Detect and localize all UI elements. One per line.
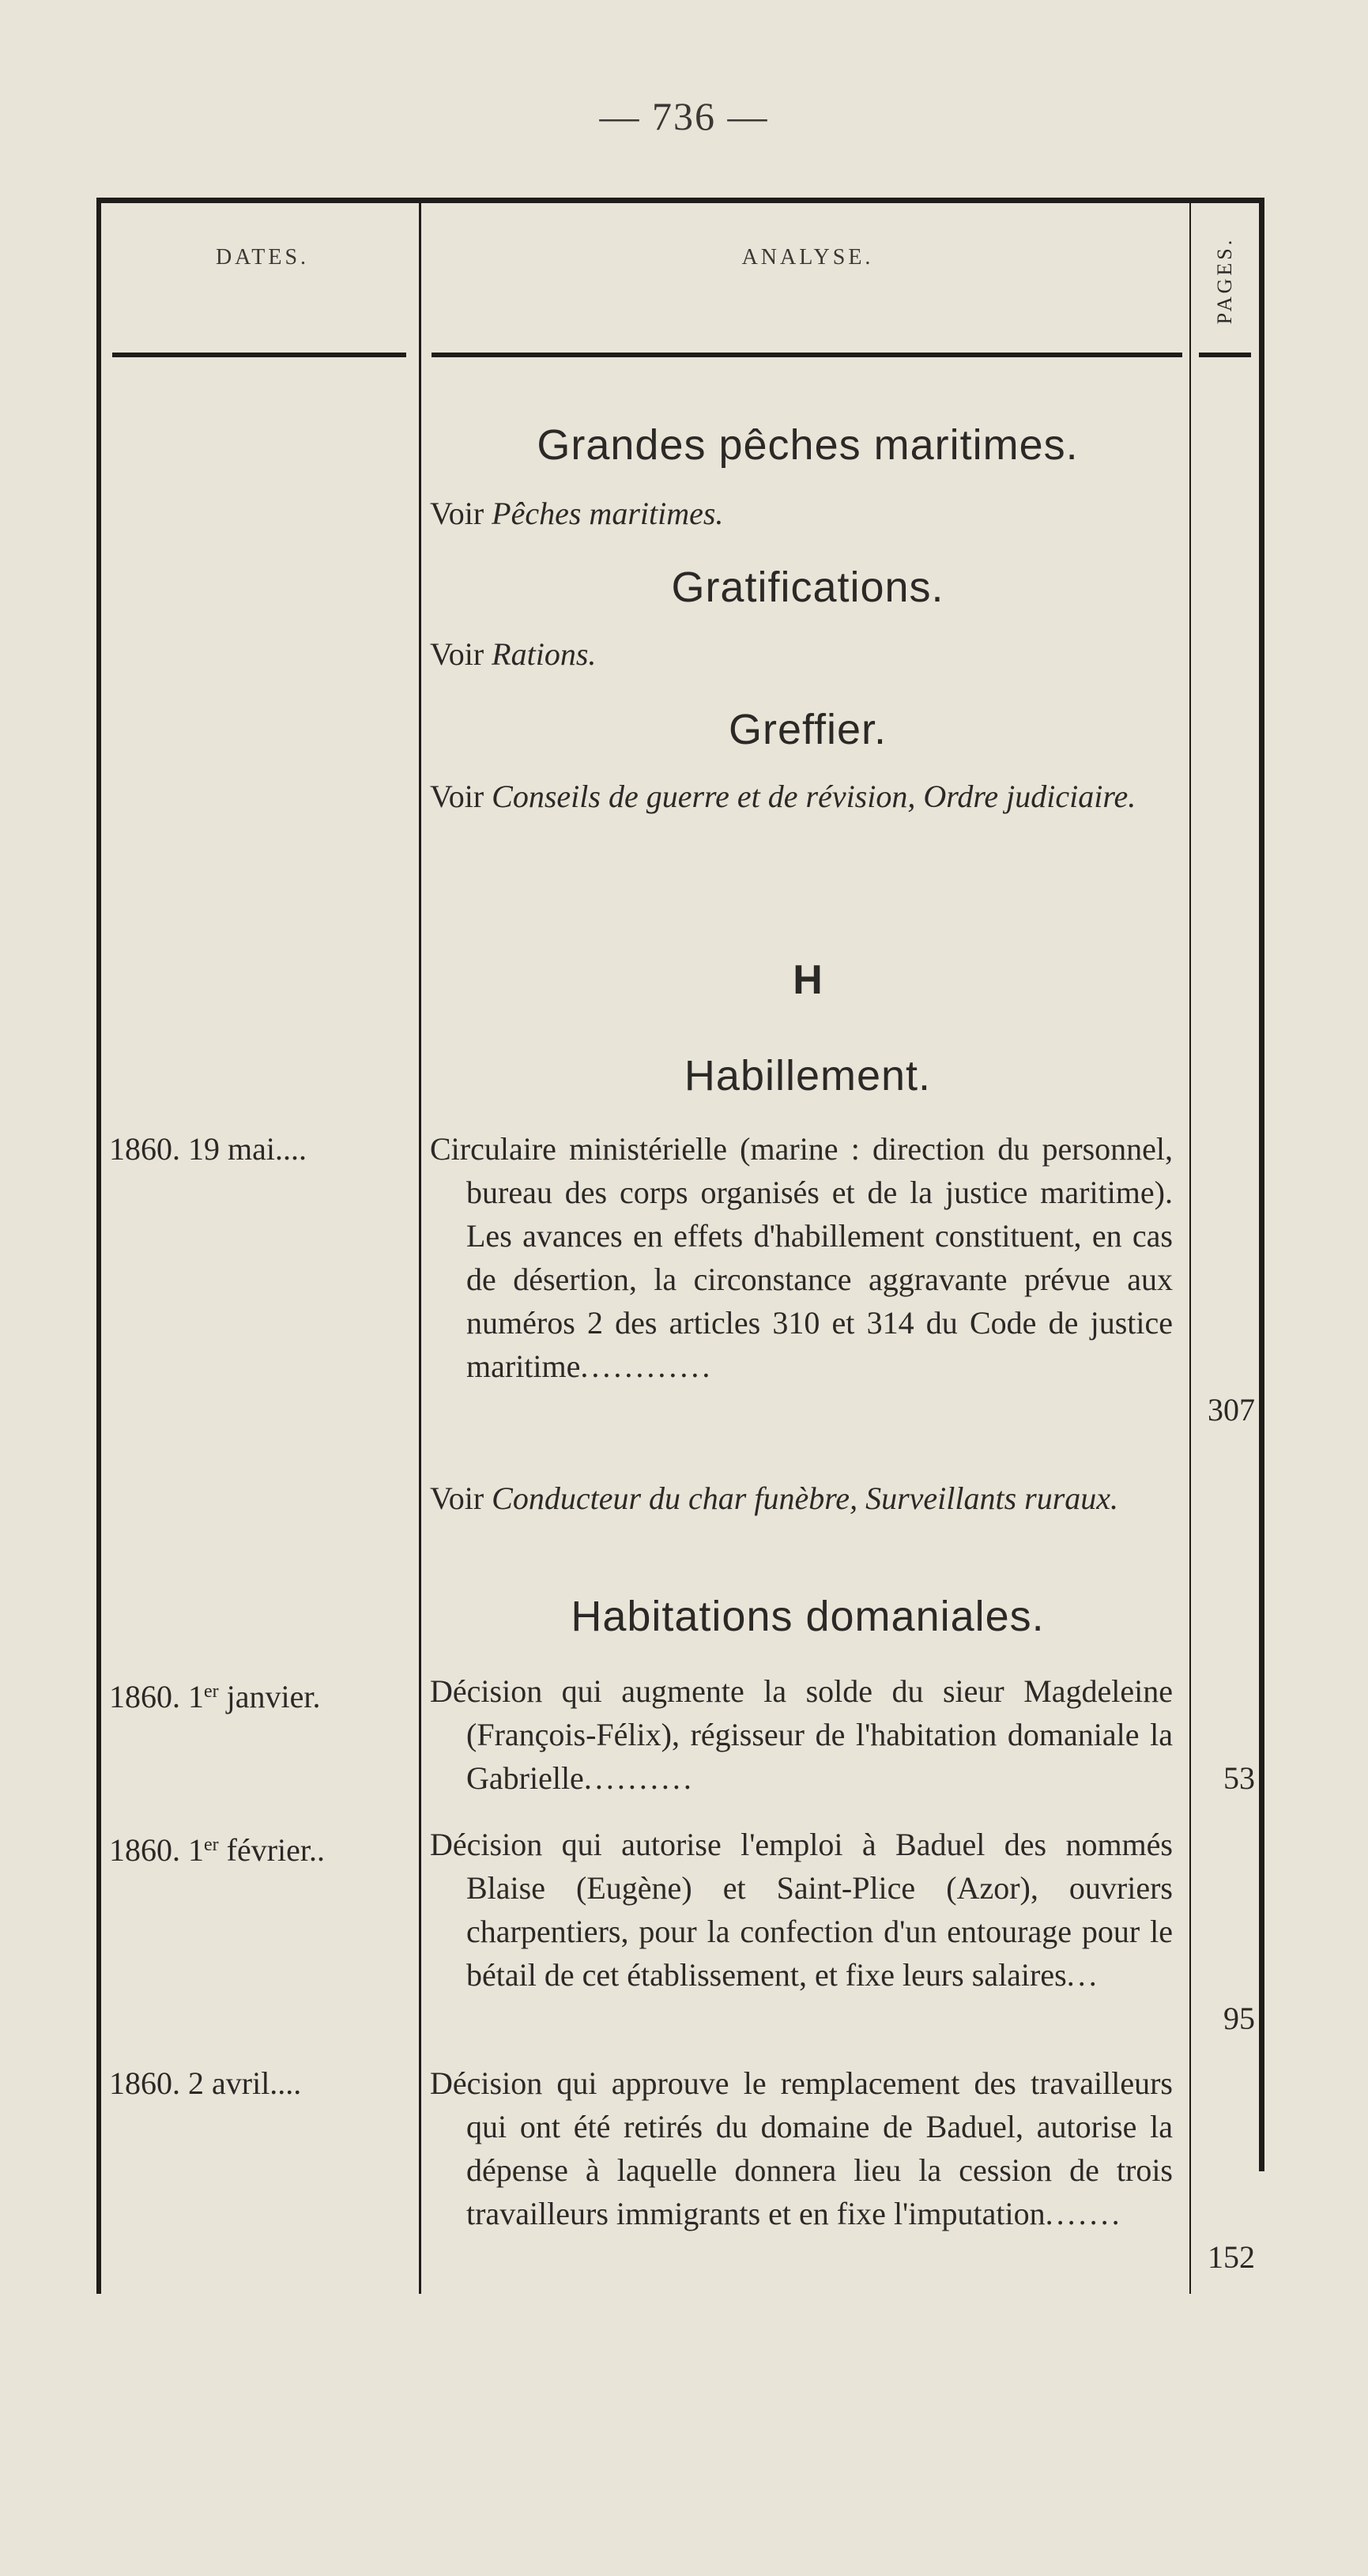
page-number: — 736 — xyxy=(599,94,769,138)
see-prefix: Voir xyxy=(430,1480,484,1516)
header-pages-cell xyxy=(1201,221,1249,340)
date-day: 19 mai.... xyxy=(188,1131,307,1167)
leader-dots: ... xyxy=(1066,1957,1100,1993)
header-dates: DATES. xyxy=(215,245,310,270)
date-month: février.. xyxy=(218,1832,326,1869)
entry-page: 152 xyxy=(1208,2239,1255,2275)
date-year: 1860. xyxy=(109,1679,180,1715)
section-letter: H xyxy=(793,957,823,1003)
leader-dots: ....... xyxy=(1045,2196,1123,2231)
heading-habillement: Habillement. xyxy=(684,1052,932,1099)
date-year: 1860. xyxy=(109,1131,180,1167)
header-rule-pages xyxy=(1199,353,1251,357)
entry-text: Décision qui approuve le remplacement des travailleurs qui ont été retirés du domaine de Baduel, autorise la dépense à laquelle donnera lieu la cession de trois travailleurs immigrants et en fixe l'imputation xyxy=(430,2065,1173,2231)
header-rule-dates xyxy=(112,353,406,357)
date-year: 1860. xyxy=(109,1832,180,1869)
see-also-gratifications xyxy=(430,632,1173,677)
entry-date xyxy=(109,2061,417,2106)
date-month: janvier. xyxy=(218,1679,321,1715)
entry-habitations-2 xyxy=(430,1823,1173,1997)
date-day: 1 xyxy=(188,1679,204,1715)
date-year: 1860. xyxy=(109,2065,180,2101)
right-border xyxy=(1259,203,1264,2171)
leader-dots: .......... xyxy=(583,1760,695,1796)
date-day: 1 xyxy=(188,1832,204,1869)
entry-page: 307 xyxy=(1208,1392,1255,1428)
dates-column-divider xyxy=(419,203,421,2294)
see-prefix: Voir xyxy=(430,779,484,814)
see-prefix: Voir xyxy=(430,496,484,531)
entry-habitations-1 xyxy=(430,1669,1173,1800)
see-reference: Pêches maritimes. xyxy=(492,496,724,531)
header-analyse: ANALYSE. xyxy=(741,245,874,270)
entry-text: Circulaire ministérielle (marine : direction du personnel, bureau des corps organisés et de la justice maritime). Les avances en effets d'habillement constituent, en cas de désertion, la circonstance aggravante prévue aux numéros 2 des articles 310 et 314 du Code de justice maritime xyxy=(430,1131,1173,1384)
see-reference: Rations. xyxy=(492,636,597,672)
date-sup: er xyxy=(204,1835,219,1855)
pages-column-divider xyxy=(1189,203,1191,2294)
heading-habitations: Habitations domaniales. xyxy=(571,1593,1045,1640)
see-also-greffier xyxy=(430,775,1209,819)
see-reference: Conducteur du char funèbre, Surveillants ruraux. xyxy=(492,1480,1119,1516)
see-prefix: Voir xyxy=(430,636,484,672)
heading-grandes-peches: Grandes pêches maritimes. xyxy=(537,421,1079,469)
heading-greffier: Greffier. xyxy=(728,706,888,753)
see-also-grandes-peches xyxy=(430,492,1173,536)
see-also-habillement xyxy=(430,1477,1209,1521)
entry-habillement xyxy=(430,1127,1173,1388)
entry-date xyxy=(109,1669,417,1719)
entry-page: 95 xyxy=(1223,2001,1255,2036)
header-pages: PAGES. xyxy=(1213,236,1236,325)
entry-habitations-3 xyxy=(430,2061,1173,2235)
entry-page: 53 xyxy=(1223,1760,1255,1796)
leader-dots: ............ xyxy=(580,1348,714,1384)
date-day: 2 avril.... xyxy=(188,2065,302,2101)
heading-gratifications: Gratifications. xyxy=(671,564,944,611)
top-rule xyxy=(96,198,1264,203)
date-sup: er xyxy=(204,1681,219,1702)
entry-date xyxy=(109,1127,417,1171)
index-table xyxy=(96,198,1264,2294)
left-border xyxy=(96,203,101,2294)
see-reference: Conseils de guerre et de révision, Ordre judiciaire. xyxy=(492,779,1136,814)
entry-text: Décision qui autorise l'emploi à Baduel des nommés Blaise (Eugène) et Saint-Plice (Azor), ouvriers charpentiers, pour la confection d'un entourage pour le bétail de cet établissement, et fixe leurs salaires xyxy=(430,1827,1173,1993)
header-rule-analyse xyxy=(432,353,1182,357)
entry-date xyxy=(109,1823,417,1873)
entry-text: Décision qui augmente la solde du sieur Magdeleine (François-Félix), régisseur de l'habitation domaniale la Gabrielle xyxy=(430,1673,1173,1796)
